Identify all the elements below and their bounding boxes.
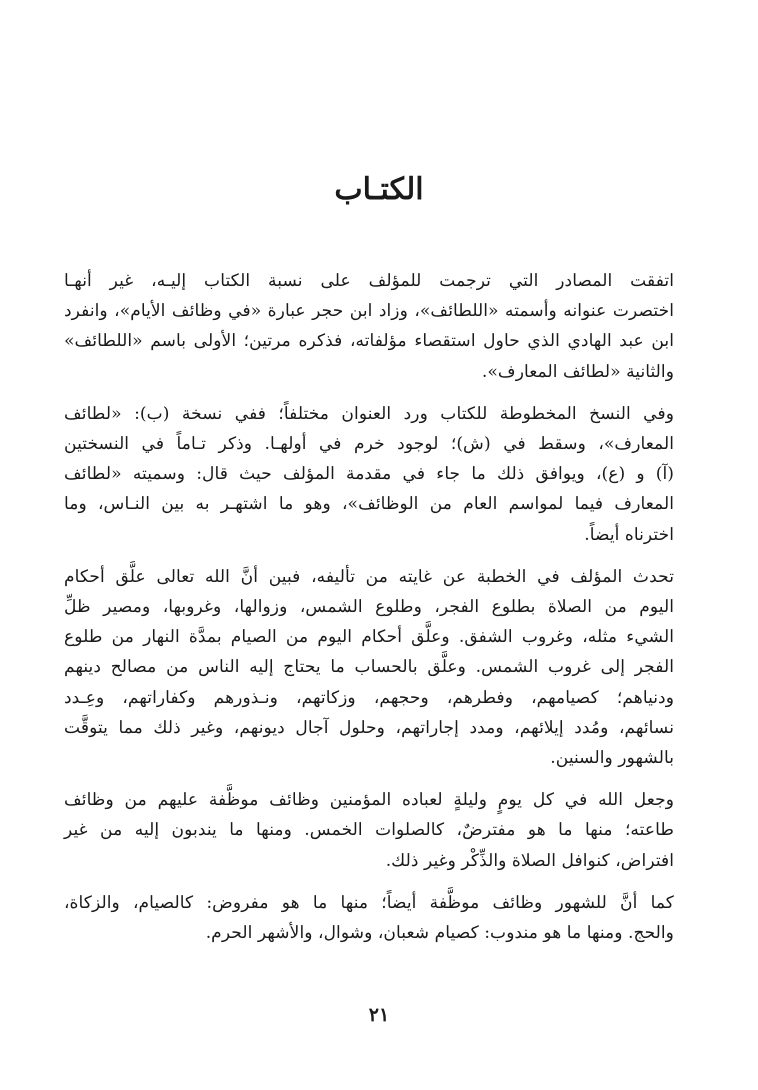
text-line: والحج. ومنها ما هو مندوب: كصيام شعبان، وشوال، والأشهر الحرم. [205, 923, 674, 944]
text-line: وفي النسخ المخطوطة للكتاب ورد العنوان مختلفاً؛ ففي نسخة (ب): «لطائف [64, 403, 674, 424]
text-line: اليوم من الصلاة بطلوع الفجر، وطلوع الشمس، وزوالها، وغروبها، ومصير ظلِّ [64, 597, 674, 618]
text-line: اختصرت عنوانه وأسمته «اللطائف»، وزاد ابن حجر عبارة «في وظائف الأيام»، وانفرد [64, 301, 674, 322]
text-line: ابن عبد الهادي الذي حاول استقصاء مؤلفاته، فذكره مرتين؛ الأولى باسم «اللطائف» [64, 331, 674, 352]
paragraph-3 [64, 562, 690, 773]
chapter-title: الكتـاب [334, 172, 424, 207]
text-line: وجعل الله في كل يومٍ وليلةٍ لعباده المؤمنين وظائف موظَّفة عليهم من وظائف [64, 790, 674, 811]
text-line: اتفقت المصادر التي ترجمت للمؤلف على نسبة الكتاب إليـه، غير أنهـا [64, 271, 674, 291]
text-line: ودنياهم؛ كصيامهم، وفطرهم، وحجهم، وزكاتهم، ونـذورهم وكفاراتهم، وعِـدد [64, 687, 674, 708]
text-line: افتراض، كنوافل الصلاة والذِّكْر وغير ذلك. [385, 850, 674, 871]
paragraph-1 [64, 266, 690, 387]
text-line: طاعته؛ منها ما هو مفترضٌ، كالصلوات الخمس. ومنها ما يندبون إليه من غير [64, 820, 674, 841]
paragraph-2 [64, 399, 690, 550]
text-line: الشيء مثله، وغروب الشفق. وعلَّق أحكام اليوم من الصيام بمدَّة النهار من طلوع [64, 627, 674, 648]
text-line: المعارف»، وسقط في (ش)؛ لوجود خرم في أولهـا. وذكر تـاماً في النسختين [64, 434, 674, 455]
text-line: والثانية «لطائف المعارف». [481, 361, 674, 382]
text-line: اخترناه أيضاً. [584, 524, 674, 545]
text-line: كما أنَّ للشهور وظائف موظَّفة أيضاً؛ منها ما هو مفروض: كالصيام، والزكاة، [64, 892, 674, 913]
text-line: بالشهور والسنين. [550, 748, 674, 769]
text-line: (آ) و (ع)، ويوافق ذلك ما جاء في مقدمة المؤلف حيث قال: وسميته «لطائف [64, 464, 674, 485]
paragraph-4 [64, 785, 690, 876]
paragraph-5 [64, 888, 690, 948]
text-line: تحدث المؤلف في الخطبة عن غايته من تأليفه، فبين أنَّ الله تعالى علَّق أحكام [64, 566, 674, 587]
text-line: المعارف فيما لمواسم العام من الوظائف»، وهو ما اشتهـر به بين النـاس، وما [64, 494, 674, 515]
text-line: الفجر إلى غروب الشمس. وعلَّق بالحساب ما يحتاج إليه الناس من مصالح دينهم [64, 657, 674, 678]
page-number: ٢١ [368, 1004, 390, 1026]
body-text [64, 266, 690, 948]
text-line: نسائهم، ومُدد إيلائهم، ومدد إجاراتهم، وحلول آجال ديونهم، وغير ذلك مما يتوقَّت [64, 717, 674, 738]
